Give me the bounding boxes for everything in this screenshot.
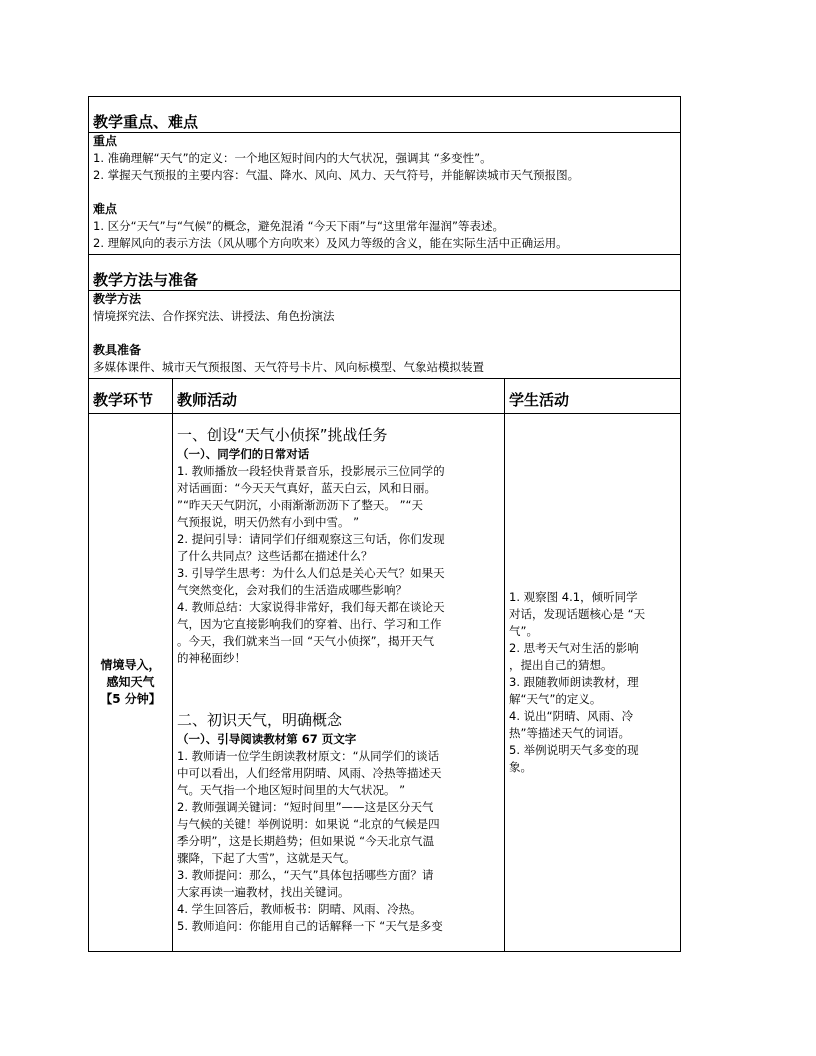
part2-line-4: 2. 教师强调关键词：“短时间里”——这是区分天气	[177, 800, 434, 814]
stage-line-1: 情境导入，	[100, 658, 161, 672]
part1-line-10: 气，因为它直接影响我们的穿着、出行、学习和工作	[177, 617, 442, 631]
student-line-1: 1. 观察图 4.1，倾听同学	[509, 590, 638, 604]
part2-line-8: 3. 教师提问：那么，“天气”具体包括哪些方面？请	[177, 868, 434, 882]
part2-paragraph	[177, 748, 500, 935]
student-paragraph	[509, 589, 676, 776]
activity-row	[89, 414, 681, 952]
part2-line-2: 中可以看出，人们经常用阴晴、风雨、冷热等描述天	[177, 766, 442, 780]
student-line-3: 气”。	[509, 624, 538, 638]
part2-line-6: 季分明”，这是长期趋势；但如果说 “今天北京气温	[177, 834, 435, 848]
tools-text: 多媒体课件、城市天气预报图、天气符号卡片、风向标模型、气象站模拟装置	[93, 360, 484, 374]
part1-line-3: ”“昨天天气阴沉，小雨渐渐沥沥下了整天。 ”“天	[177, 498, 423, 512]
part2-line-10: 4. 学生回答后，教师板书：阴晴、风雨、冷热。	[177, 902, 422, 916]
column-header-row	[89, 379, 681, 414]
stage-line-3: 【5 分钟】	[100, 692, 161, 706]
student-line-8: 4. 说出“阴晴、风雨、冷	[509, 709, 634, 723]
part2-line-11: 5. 教师追问：你能用自己的话解释一下 “天气是多变	[177, 919, 443, 933]
part2-line-1: 1. 教师请一位学生朗读教材原文：“从同学们的谈话	[177, 749, 440, 763]
part1-paragraph	[177, 463, 500, 667]
part1-line-6: 了什么共同点？这些话都在描述什么？	[177, 549, 373, 563]
stage-cell	[89, 414, 173, 952]
part2-line-9: 大家再读一遍教材，找出关键词。	[177, 885, 350, 899]
lesson-plan-table	[88, 96, 681, 952]
teacher-activity-cell	[173, 414, 505, 952]
methods-content-row	[89, 291, 681, 379]
student-line-5: ，提出自己的猜想。	[509, 658, 613, 672]
part1-line-9: 4. 教师总结：大家说得非常好，我们每天都在谈论天	[177, 600, 445, 614]
part2-line-5: 与气候的关键！举例说明：如果说 “北京的气候是四	[177, 817, 440, 831]
focus-section-title: 教学重点、难点	[89, 97, 681, 133]
methods-section-title: 教学方法与准备	[89, 255, 681, 291]
part1-line-2: 对话画面：“今天天气真好，蓝天白云，风和日丽。	[177, 481, 436, 495]
student-line-10: 5. 举例说明天气多变的现	[509, 743, 639, 757]
method-text: 情境探究法、合作探究法、讲授法、角色扮演法	[93, 309, 335, 323]
stage-line-2: 感知天气	[106, 675, 155, 689]
part1-line-8: 气突然变化，会对我们的生活造成哪些影响？	[177, 583, 407, 597]
part1-line-12: 的神秘面纱！	[177, 651, 246, 665]
header-teacher: 教师活动	[173, 379, 505, 414]
student-line-4: 2. 思考天气对生活的影响	[509, 641, 639, 655]
lesson-plan-page	[88, 96, 680, 952]
part1-title: 一、创设“天气小侦探”挑战任务	[177, 426, 388, 444]
part1-line-1: 1. 教师播放一段轻快背景音乐，投影展示三位同学的	[177, 464, 445, 478]
difficult-point-2: 2. 理解风向的表示方法（风从哪个方向吹来）及风力等级的含义，能在实际生活中正确运用。	[93, 236, 568, 250]
focus-content-row	[89, 133, 681, 255]
key-points-label: 重点	[93, 134, 118, 148]
header-stage: 教学环节	[89, 379, 173, 414]
difficult-point-1: 1. 区分“天气”与“气候”的概念，避免混淆 “今天下雨”与“这里常年湿润”等表述。	[93, 219, 504, 233]
focus-content	[89, 133, 681, 255]
focus-title-row	[89, 97, 681, 133]
methods-content	[89, 291, 681, 379]
part1-line-5: 2. 提问引导：请同学们仔细观察这三句话，你们发现	[177, 532, 445, 546]
part1-line-4: 气预报说，明天仍然有小到中雪。 ”	[177, 515, 360, 529]
header-student: 学生活动	[505, 379, 681, 414]
student-line-7: 解“天气”的定义。	[509, 692, 602, 706]
student-line-9: 热”等描述天气的词语。	[509, 726, 630, 740]
student-activity-cell	[505, 414, 681, 952]
student-line-2: 对话，发现话题核心是 “天	[509, 607, 646, 621]
tools-label: 教具准备	[93, 343, 142, 357]
part2-line-7: 骤降，下起了大雪”，这就是天气。	[177, 851, 356, 865]
student-line-11: 象。	[509, 760, 532, 774]
student-line-6: 3. 跟随教师朗读教材，理	[509, 675, 639, 689]
difficult-points-label: 难点	[93, 202, 118, 216]
part2-subtitle: （一）、引导阅读教材第 67 页文字	[177, 732, 357, 746]
key-point-2: 2. 掌握天气预报的主要内容：气温、降水、风向、风力、天气符号，并能解读城市天气预报图。	[93, 168, 580, 182]
key-point-1: 1. 准确理解“天气”的定义：一个地区短时间内的大气状况，强调其 “多变性”。	[93, 151, 492, 165]
part1-subtitle: （一）、同学们的日常对话	[177, 447, 310, 461]
part2-line-3: 气。天气指一个地区短时间里的大气状况。 ”	[177, 783, 406, 797]
method-label: 教学方法	[93, 292, 142, 306]
methods-title-row	[89, 255, 681, 291]
part2-title: 二、初识天气，明确概念	[177, 711, 343, 729]
part1-line-11: 。今天，我们就来当一回 “天气小侦探”，揭开天气	[177, 634, 435, 648]
part1-line-7: 3. 引导学生思考：为什么人们总是关心天气？如果天	[177, 566, 445, 580]
